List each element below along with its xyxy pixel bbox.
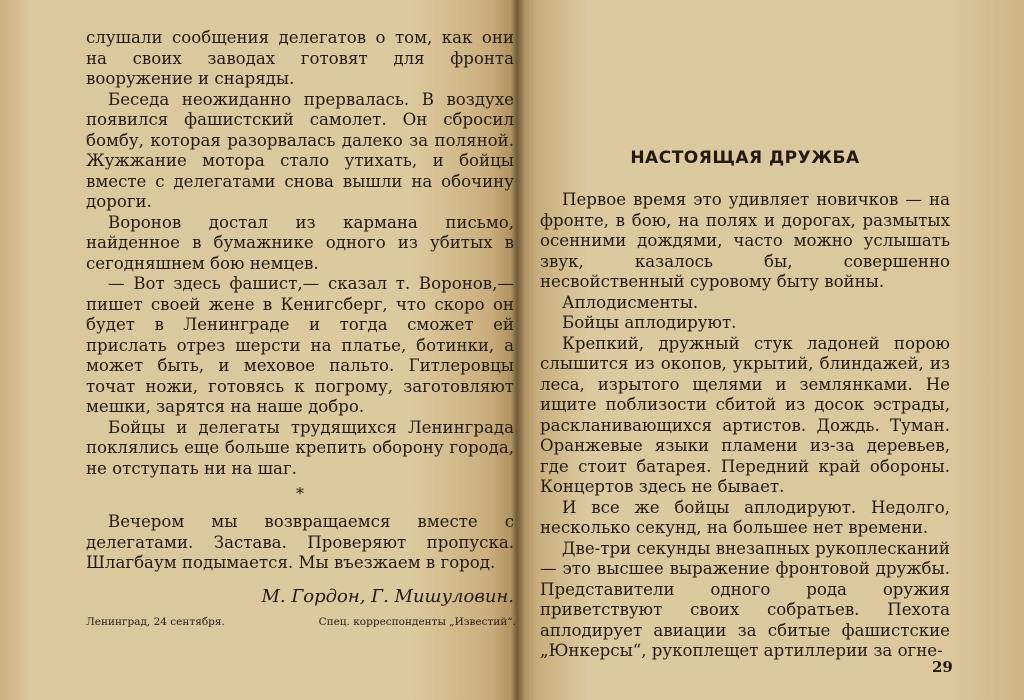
section-separator: * bbox=[296, 484, 304, 503]
page-number: 29 bbox=[932, 658, 953, 676]
right-paragraph-4: Крепкий, дружный стук ладоней порою слышится из окопов, укрытий, блиндажей, из леса, изрытого щелями и землянками. Не ищите поблизости сбитой из досок эстрады, раскланивающихся артистов. Дождь. Туман. Оранжевые языки пламени из-за деревьев, где стоит батарея. Передний край обороны. Концертов здесь не бывает. bbox=[540, 333, 950, 496]
right-paragraph-3: Бойцы аплодируют. bbox=[562, 313, 737, 332]
left-paragraph-3: Воронов достал из кармана письмо, найденное в бумажнике одного из убитых в сегодняшнем бою немцев. bbox=[86, 212, 514, 273]
article-heading: НАСТОЯЩАЯ ДРУЖБА bbox=[630, 148, 860, 168]
left-closing-block bbox=[86, 512, 514, 574]
left-paragraph-4: — Вот здесь фашист,— сказал т. Воронов,— пишет своей жене в Кенигсберг, что скоро он будет в Ленинграде и тогда сможет ей прислать отрез шерсти на платье, ботинки, а может быть, и меховое пальто. Гитлеровцы точат ножи, готовясь к погрому, заготовляют мешки, зарятся на наше добро. bbox=[86, 274, 514, 416]
left-paragraph-1: слушали сообщения делегатов о том, как они на своих заводах готовят для фронта вооружение и снаряды. bbox=[86, 28, 514, 88]
left-paragraph-2: Беседа неожиданно прервалась. В воздухе появился фашистский самолет. Он сбросил бомбу, которая разорвалась далеко за поляной. Жужжание мотора стало утихать, и бойцы вместе с делегатами снова вышли на обочину дороги. bbox=[86, 89, 514, 211]
dateline bbox=[86, 616, 516, 628]
left-paragraph-5: Бойцы и делегаты трудящихся Ленинграда поклялись еще больше крепить оборону города, не отступать ни на шаг. bbox=[86, 417, 514, 478]
left-closing-paragraph: Вечером мы возвращаемся вместе с делегатами. Застава. Проверяют пропуска. Шлагбаум подымается. Мы въезжаем в город. bbox=[86, 512, 514, 572]
author-signature: М. Гордон, Г. Мишуловин. bbox=[261, 586, 514, 607]
dateline-credit: Спец. корреспонденты „Известий“. bbox=[318, 616, 516, 628]
right-paragraph-1: Первое время это удивляет новичков — на фронте, в бою, на полях и дорогах, размытых осенними дождями, часто можно услышать звук, казалось бы, совершенно несвойственный суровому быту войны. bbox=[540, 190, 950, 291]
right-paragraph-2: Аплодисменты. bbox=[562, 292, 699, 312]
right-page-body bbox=[540, 190, 950, 662]
dateline-place: Ленинград, 24 сентября. bbox=[86, 616, 225, 628]
right-paragraph-6: Две-три секунды внезапных рукоплесканий — это высшее выражение фронтовой дружбы. Представители одного рода оружия приветствуют своих собратьев. Пехота аплодирует авиации за сбитые фашистские „Юнкерсы“, рукоплещет артиллерии за огне- bbox=[540, 538, 950, 660]
right-paragraph-5: И все же бойцы аплодируют. Недолго, несколько секунд, на большее нет времени. bbox=[540, 497, 950, 537]
left-page-body bbox=[86, 28, 514, 479]
